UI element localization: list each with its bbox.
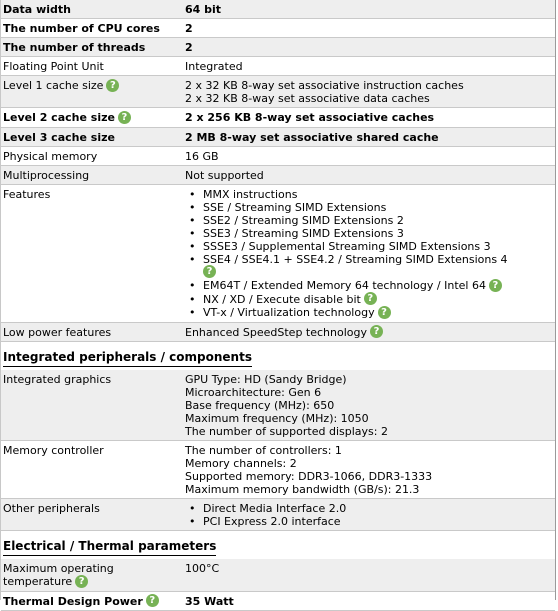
spec-table (1, 0, 555, 342)
peripherals-table (1, 370, 555, 531)
list-item: • PCI Express 2.0 interface (185, 515, 555, 528)
table-row (1, 559, 555, 591)
max-temp-value: 100°C (185, 562, 220, 575)
row-value: 2 MB 8-way set associative shared cache (185, 130, 439, 144)
row-label: Integrated graphics (3, 373, 112, 386)
features-value (183, 184, 555, 322)
table-row (1, 127, 555, 146)
list-item: • SSE4 / SSE4.1 + SSE4.2 / Streaming SIMD Extensions 4 ? (185, 253, 555, 280)
table-row (1, 499, 555, 531)
row-value: 2 (185, 22, 193, 35)
table-row (1, 57, 555, 76)
table-row (1, 146, 555, 165)
help-icon[interactable]: ? (203, 265, 216, 278)
row-value: 64 bit (185, 3, 222, 16)
help-icon[interactable]: ? (118, 111, 131, 124)
row-value: Not supported (185, 168, 264, 182)
section-heading-peripherals: Integrated peripherals / components (1, 342, 555, 370)
row-value: 2 x 256 KB 8-way set associative caches (185, 111, 435, 124)
table-row (1, 322, 555, 342)
table-row (1, 76, 555, 108)
row-label: Features (3, 187, 51, 201)
help-icon[interactable]: ? (146, 594, 159, 607)
row-value: 2 (185, 41, 193, 54)
list-item: • SSE2 / Streaming SIMD Extensions 2 (185, 214, 555, 227)
table-row (1, 38, 555, 57)
row-label: Level 2 cache size ? (1, 108, 183, 128)
table-row (1, 184, 555, 322)
row-value: Integrated (185, 60, 243, 73)
row-label: Floating Point Unit (3, 60, 104, 73)
table-row (1, 108, 555, 128)
help-icon[interactable]: ? (75, 575, 88, 588)
row-label: Memory controller (3, 444, 104, 457)
row-label: The number of threads (3, 41, 146, 54)
row-label: Maximum operating temperature ? (3, 562, 114, 588)
section-heading-electrical: Electrical / Thermal parameters (1, 531, 555, 559)
table-row (1, 165, 555, 184)
table-row (1, 591, 555, 611)
list-item: • EM64T / Extended Memory 64 technology / Intel 64 ? (185, 279, 555, 293)
memory-controller-value: The number of controllers: 1 Memory channels: 2 Supported memory: DDR3-1066, DDR3-1333 Maximum memory bandwidth (GB/s): 21.3 (185, 444, 433, 496)
integrated-graphics-value: GPU Type: HD (Sandy Bridge) Microarchitecture: Gen 6 Base frequency (MHz): 650 Maximum frequency (MHz): 1050 The number of supported displays: 2 (185, 373, 388, 438)
other-peripherals-value (183, 499, 555, 531)
row-label: Data width (3, 3, 71, 16)
list-item: • SSE3 / Streaming SIMD Extensions 3 (185, 227, 555, 240)
row-label: Other peripherals (3, 502, 100, 515)
row-label: Level 3 cache size (3, 130, 115, 144)
list-item: • SSE / Streaming SIMD Extensions (185, 201, 555, 214)
row-label: Multiprocessing (3, 168, 90, 182)
help-icon[interactable]: ? (378, 306, 391, 319)
help-icon[interactable]: ? (364, 292, 377, 305)
row-value: 2 x 32 KB 8-way set associative instruction caches 2 x 32 KB 8-way set associative data caches (185, 79, 464, 105)
list-item: • VT-x / Virtualization technology ? (185, 306, 555, 320)
low-power-value: Enhanced SpeedStep technology ? (183, 322, 555, 342)
table-row (1, 19, 555, 38)
tdp-value: 35 Watt (185, 594, 234, 608)
list-item: • MMX instructions (185, 188, 555, 201)
row-value: 16 GB (185, 149, 219, 163)
row-label: Physical memory (3, 149, 98, 163)
help-icon[interactable]: ? (106, 79, 119, 92)
list-item: • SSSE3 / Supplemental Streaming SIMD Extensions 3 (185, 240, 555, 253)
row-label: Low power features (3, 325, 112, 339)
table-row (1, 0, 555, 19)
table-row (1, 441, 555, 499)
row-label: Level 1 cache size ? (1, 76, 183, 108)
row-label: Thermal Design Power ? (1, 591, 183, 611)
help-icon[interactable]: ? (489, 279, 502, 292)
list-item: • NX / XD / Execute disable bit ? (185, 293, 555, 307)
table-row (1, 370, 555, 441)
help-icon[interactable]: ? (370, 325, 383, 338)
list-item: • Direct Media Interface 2.0 (185, 502, 555, 515)
electrical-table (1, 559, 555, 611)
row-label: The number of CPU cores (3, 22, 160, 35)
